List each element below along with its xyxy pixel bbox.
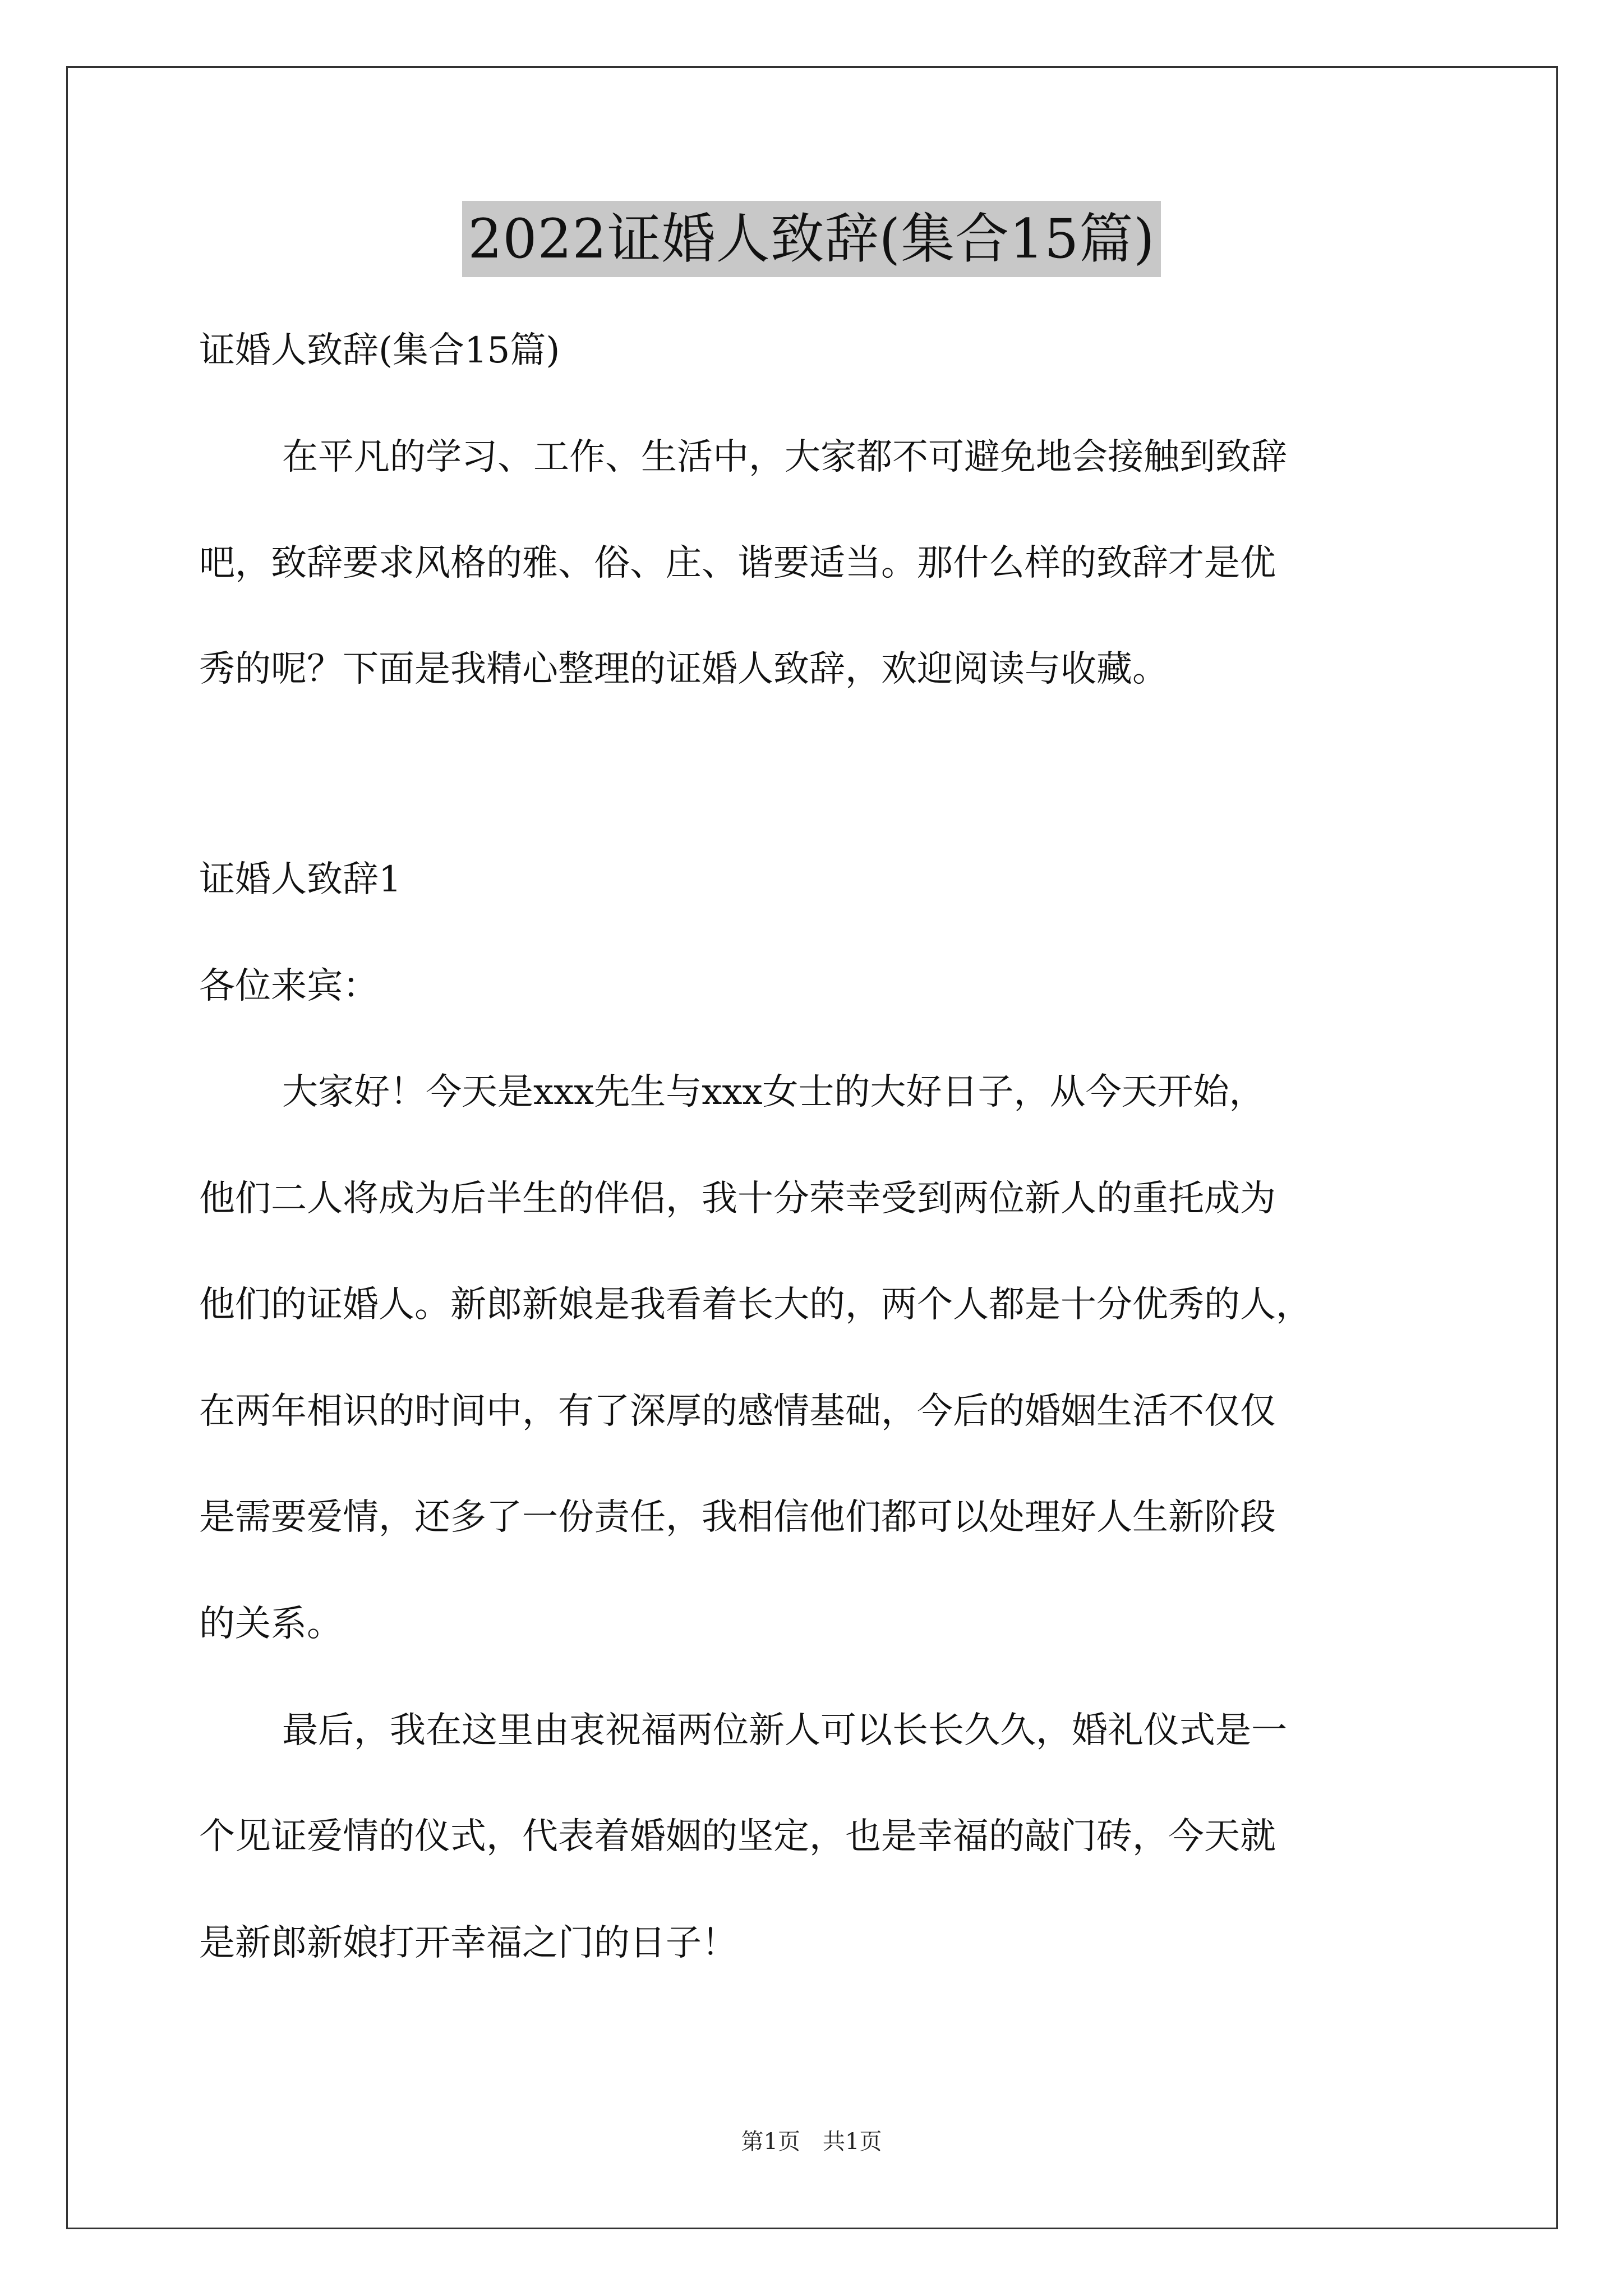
para2-line-2: 个见证爱情的仪式，代表着婚姻的坚定，也是幸福的敲门砖，今天就	[199, 1816, 1276, 1857]
para1-line-5: 是需要爱情，还多了一份责任，我相信他们都可以处理好人生新阶段	[199, 1497, 1276, 1538]
para1-line-1: 大家好！今天是xxx先生与xxx女士的大好日子，从今天开始，	[282, 1071, 1265, 1113]
section-heading: 证婚人致辞1	[199, 859, 402, 900]
para2-line-3: 是新郎新娘打开幸福之门的日子！	[199, 1922, 737, 1964]
subtitle: 证婚人致辞(集合15篇)	[199, 330, 560, 371]
document-title: 2022证婚人致辞(集合15篇)	[462, 201, 1160, 277]
intro-line-1: 在平凡的学习、工作、生活中，大家都不可避免地会接触到致辞	[282, 436, 1287, 478]
para1-line-2: 他们二人将成为后半生的伴侣，我十分荣幸受到两位新人的重托成为	[199, 1178, 1276, 1220]
para1-line-6: 的关系。	[199, 1603, 343, 1645]
title-container	[0, 201, 1623, 277]
para2-line-1: 最后，我在这里由衷祝福两位新人可以长长久久，婚礼仪式是一	[282, 1710, 1287, 1751]
page-footer: 第1页 共1页	[741, 2129, 882, 2155]
intro-line-3: 秀的呢？下面是我精心整理的证婚人致辞，欢迎阅读与收藏。	[199, 648, 1168, 690]
intro-line-2: 吧，致辞要求风格的雅、俗、庄、谐要适当。那什么样的致辞才是优	[199, 542, 1276, 584]
greeting: 各位来宾：	[199, 965, 379, 1007]
para1-line-4: 在两年相识的时间中，有了深厚的感情基础，今后的婚姻生活不仅仅	[199, 1391, 1276, 1432]
page-border	[66, 66, 1558, 2229]
para1-line-3: 他们的证婚人。新郎新娘是我看着长大的，两个人都是十分优秀的人，	[199, 1284, 1312, 1326]
